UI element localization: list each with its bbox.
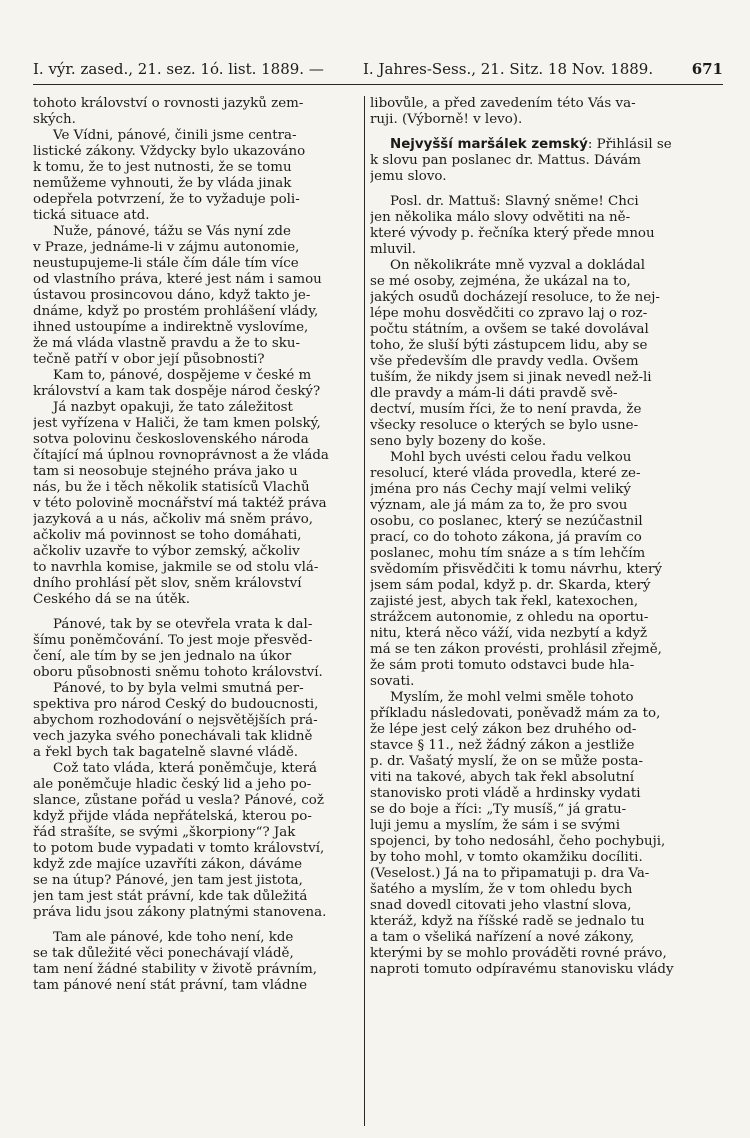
text-line: [33, 777, 357, 793]
paragraph: [33, 617, 357, 681]
text-line: [33, 224, 357, 240]
text-line: [33, 192, 357, 208]
text-line: [33, 930, 357, 946]
text-line: [370, 530, 690, 546]
line-text: poslanec, mohu tím snáze a s tím lehčím: [370, 546, 646, 561]
text-line: [33, 809, 357, 825]
text-line: [33, 240, 357, 256]
line-text: Což tato vláda, která poněmčuje, která: [53, 761, 318, 776]
header-german: I. Jahres-Sess., 21. Sitz. 18 Nov. 1889.: [363, 60, 654, 78]
text-line: [33, 697, 357, 713]
text-line: [370, 674, 690, 690]
text-line: [370, 738, 690, 754]
line-text: osobu, co poslanec, který se nezúčastnil: [370, 514, 643, 529]
text-line: [370, 722, 690, 738]
line-text: dnáme, když po prostém prohlášení vlády,: [33, 304, 319, 319]
line-text: že sám proti tomuto odstavci bude hla-: [370, 658, 635, 673]
line-text: svědomím přisvědčiti k tomu návrhu, který: [370, 562, 662, 577]
line-text: když přijde vláda nepřátelská, kterou po-: [33, 809, 312, 824]
text-line: [370, 274, 690, 290]
text-line: [33, 384, 357, 400]
text-line: [33, 256, 357, 272]
line-text: se do boje a říci: „Ty musíš,“ já gratu-: [370, 802, 627, 817]
text-line: [33, 336, 357, 352]
line-text: jest vyřízena v Haliči, že tam kmen polský,: [33, 416, 321, 431]
line-text: Mohl bych uvésti celou řadu velkou: [390, 450, 632, 465]
line-text: strážcem autonomie, z ohledu na oportu-: [370, 610, 649, 625]
paragraph-gap: [33, 921, 357, 930]
line-text: jemu slovo.: [370, 169, 447, 184]
text-line: [33, 368, 357, 384]
text-line: [370, 690, 690, 706]
paragraph: [370, 450, 690, 690]
line-text: by toho mohl, v tomto okamžiku docíliti.: [370, 850, 643, 865]
text-line: [370, 482, 690, 498]
line-text: dního prohlásí pět slov, sněm království: [33, 576, 302, 591]
line-text: kterými by se mohlo prováděti rovné právo,: [370, 946, 667, 961]
text-line: [33, 544, 357, 560]
text-line: [370, 242, 690, 258]
text-line: [370, 258, 690, 274]
text-line: [33, 112, 357, 128]
line-text: : Přihlásil se: [587, 137, 672, 152]
text-line: [33, 272, 357, 288]
line-text: nitu, která něco váží, vida nezbytí a když: [370, 626, 648, 641]
line-text: tuším, že nikdy jsem si jinak nevedl než-li: [370, 370, 652, 385]
text-line: [33, 889, 357, 905]
text-line: [370, 786, 690, 802]
text-line: [33, 649, 357, 665]
line-text: má se ten zákon provésti, prohlásil zřejmě,: [370, 642, 662, 657]
line-text: tohoto království o rovnosti jazyků zem-: [33, 96, 304, 111]
paragraph: [33, 96, 357, 128]
text-line: [370, 322, 690, 338]
line-text: čení, ale tím by se jen jednalo na úkor: [33, 649, 292, 664]
text-line: [33, 793, 357, 809]
text-line: [370, 306, 690, 322]
line-text: v této polovině mocnářství má taktéž práva: [33, 496, 327, 511]
line-text: lépe mohu dosvědčiti co zpravo laj o roz-: [370, 306, 648, 321]
text-line: [370, 770, 690, 786]
header-rule: [33, 84, 723, 85]
paragraph: [33, 930, 357, 994]
line-text: resolucí, které vláda provedla, které ze-: [370, 466, 641, 481]
paragraph: [370, 258, 690, 450]
line-text: a řekl bych tak bagatelně slavné vládě.: [33, 745, 299, 760]
line-text: luji jemu a myslím, že sám i se svými: [370, 818, 621, 833]
text-line: [370, 169, 690, 185]
header-czech: I. výr. zased., 21. sez. 1ó. list. 1889. —: [33, 60, 324, 78]
line-text: Posl. dr. Mattuš: Slavný sněme! Chci: [390, 194, 639, 209]
text-line: [370, 354, 690, 370]
line-text: a tam o všeliká nařízení a nové zákony,: [370, 930, 635, 945]
line-text: tam pánové není stát právní, tam vládne: [33, 978, 308, 993]
text-line: [370, 226, 690, 242]
text-line: [33, 713, 357, 729]
line-text: Ve Vídni, pánové, činili jsme centra-: [53, 128, 297, 143]
text-line: [33, 745, 357, 761]
text-line: [33, 352, 357, 368]
line-text: Tam ale pánové, kde toho není, kde: [53, 930, 294, 945]
line-text: Myslím, že mohl velmi směle tohoto: [390, 690, 634, 705]
line-text: k tomu, že to jest nutnosti, že se tomu: [33, 160, 292, 175]
line-text: sotva polovinu československého národa: [33, 432, 309, 447]
line-text: když zde majíce uzavříti zákon, dáváme: [33, 857, 303, 872]
line-text: dectví, musím říci, že to není pravda, že: [370, 402, 642, 417]
line-text: mluvil.: [370, 242, 416, 257]
text-line: [33, 617, 357, 633]
text-line: [370, 418, 690, 434]
line-text: ústavou prosincovou dáno, když takto je-: [33, 288, 311, 303]
text-line: [33, 464, 357, 480]
text-line: [370, 338, 690, 354]
column-divider: [364, 96, 365, 1126]
line-text: ských.: [33, 112, 76, 127]
paragraph: [33, 224, 357, 368]
text-line: [33, 873, 357, 889]
line-text: ruji. (Výborně! v levo).: [370, 112, 523, 127]
line-text: jsem sám podal, když p. dr. Škarda, který: [370, 578, 651, 593]
line-text: vech jazyka svého ponechávali tak klidně: [33, 729, 313, 744]
line-text: spektiva pro národ Český do budoucnosti,: [33, 697, 319, 712]
line-text: šímu poněmčování. To jest moje přesvěd-: [33, 633, 313, 648]
text-line: [370, 370, 690, 386]
text-line: [370, 137, 690, 153]
text-line: [370, 594, 690, 610]
text-line: [370, 882, 690, 898]
line-text: k slovu pan poslanec dr. Mattus. Dávám: [370, 153, 641, 168]
paragraph: [33, 368, 357, 400]
line-text: jen tam jest stát právní, kde tak důležitá: [33, 889, 308, 904]
line-text: všecky resoluce o kterých se bylo usne-: [370, 418, 639, 433]
line-text: tečně patří v obor její působnosti?: [33, 352, 265, 367]
text-line: [370, 498, 690, 514]
text-line: [33, 432, 357, 448]
line-text: viti na takové, abych tak řekl absolutní: [370, 770, 635, 785]
line-text: království a kam tak dospěje národ český?: [33, 384, 321, 399]
text-line: [33, 729, 357, 745]
text-line: [33, 576, 357, 592]
line-text: nás, bu že i těch několik statisíců Vlachů: [33, 480, 310, 495]
text-line: [33, 592, 357, 608]
text-line: [33, 841, 357, 857]
text-line: [33, 681, 357, 697]
line-text: abychom rozhodování o nejsvětějších prá-: [33, 713, 318, 728]
text-line: [33, 288, 357, 304]
text-line: [33, 128, 357, 144]
text-line: [33, 512, 357, 528]
text-line: [370, 194, 690, 210]
text-line: [370, 834, 690, 850]
paragraph-gap: [33, 608, 357, 617]
paragraph: [33, 400, 357, 608]
text-line: [370, 802, 690, 818]
text-line: [370, 930, 690, 946]
line-text: že má vláda vlastně pravdu a že to sku-: [33, 336, 300, 351]
line-text: ačkoliv má povinnost se toho domáhati,: [33, 528, 302, 543]
text-line: [33, 160, 357, 176]
line-text: tam si neosobuje stejného práva jako u: [33, 464, 298, 479]
line-text: Nuže, pánové, tážu se Vás nyní zde: [53, 224, 291, 239]
line-text: vše především dle pravdy vedla. Ovšem: [370, 354, 639, 369]
text-line: [370, 96, 690, 112]
text-line: [33, 480, 357, 496]
line-text: se na útup? Pánové, jen tam jest jistota,: [33, 873, 303, 888]
text-line: [370, 946, 690, 962]
right-column: [370, 96, 690, 978]
line-text: neustupujeme-li stále čím dále tím více: [33, 256, 299, 271]
text-line: [370, 642, 690, 658]
text-line: [370, 290, 690, 306]
line-text: slance, zůstane pořád u vesla? Pánové, což: [33, 793, 324, 808]
paragraph-gap: [370, 128, 690, 137]
line-text: práva lidu jsou zákony platnými stanovena.: [33, 905, 327, 920]
line-text: toho, že sluší býti zástupcem lidu, aby se: [370, 338, 648, 353]
line-text: zajisté jest, abych tak řekl, katexochen,: [370, 594, 639, 609]
line-text: Pánové, tak by se otevřela vrata k dal-: [53, 617, 313, 632]
text-line: [370, 898, 690, 914]
text-line: [33, 400, 357, 416]
text-line: [33, 176, 357, 192]
line-text: (Veselost.) Já na to připamatuji p. dra Va-: [370, 866, 650, 881]
line-text: od vlastního práva, které jest nám i samou: [33, 272, 322, 287]
text-line: [33, 96, 357, 112]
text-line: [370, 818, 690, 834]
line-text: seno byly bozeny do koše.: [370, 434, 547, 449]
text-line: [370, 914, 690, 930]
line-text: šatého a myslím, že v tom ohledu bych: [370, 882, 633, 897]
text-line: [33, 825, 357, 841]
text-line: [33, 320, 357, 336]
left-column: [33, 96, 357, 994]
text-line: [370, 962, 690, 978]
paragraph: [370, 194, 690, 258]
line-text: jména pro nás Čechy mají velmi veliký: [370, 482, 631, 497]
line-text: odepřela potvrzení, že to vyžaduje poli-: [33, 192, 300, 207]
text-line: [33, 416, 357, 432]
paragraph: [370, 137, 690, 185]
text-line: [33, 946, 357, 962]
text-line: [33, 528, 357, 544]
text-line: [370, 514, 690, 530]
text-line: [33, 496, 357, 512]
line-text: stanovisko proti vládě a hrdinsky vydati: [370, 786, 641, 801]
text-line: [370, 402, 690, 418]
line-text: to navrhla komise, jakmile se od stolu vlá-: [33, 560, 319, 575]
text-line: [33, 962, 357, 978]
line-text: tická situace atd.: [33, 208, 150, 223]
text-line: [33, 448, 357, 464]
text-line: [370, 562, 690, 578]
text-line: [370, 386, 690, 402]
text-line: [33, 304, 357, 320]
line-text: se tak důležité věci ponechávají vládě,: [33, 946, 294, 961]
line-text: které vývody p. řečníka který přede mnou: [370, 226, 655, 241]
line-text: dle pravdy a mám-li dáti pravdě svě-: [370, 386, 618, 401]
line-text: jazyková a u nás, ačkoliv má sněm právo,: [33, 512, 314, 527]
text-line: [33, 633, 357, 649]
line-text: příkladu následovati, poněvadž mám za to,: [370, 706, 661, 721]
paragraph: [370, 690, 690, 978]
line-text: stavce § 11., než žádný zákon a jestliže: [370, 738, 635, 753]
page-number: 671: [691, 60, 723, 78]
line-text: Já nazbyt opakuji, že tato záležitost: [53, 400, 293, 415]
text-line: [33, 144, 357, 160]
line-text: libovůle, a před zavedením této Vás va-: [370, 96, 636, 111]
text-line: [370, 610, 690, 626]
text-line: [33, 905, 357, 921]
line-text: to potom bude vypadati v tomto království,: [33, 841, 325, 856]
line-text: řád strašíte, se svými „škorpiony“? Jak: [33, 825, 296, 840]
text-line: [370, 578, 690, 594]
line-text: Českého dá se na útěk.: [33, 592, 191, 607]
text-line: [33, 857, 357, 873]
line-text: naproti tomuto odpíravému stanovisku vlády: [370, 962, 674, 977]
line-text: ale poněmčuje hladic český lid a jeho po-: [33, 777, 312, 792]
line-text: spojenci, by toho nedosáhl, čeho pochybuji,: [370, 834, 666, 849]
text-line: [370, 658, 690, 674]
line-text: jakých osudů docházejí resoluce, to že nej-: [370, 290, 660, 305]
text-line: [33, 978, 357, 994]
text-line: [370, 112, 690, 128]
line-text: čítající má úplnou rovnoprávnost a že vláda: [33, 448, 329, 463]
text-line: [370, 626, 690, 642]
line-text: význam, ale já mám za to, že pro svou: [370, 498, 628, 513]
paragraph: [33, 681, 357, 761]
text-line: [370, 434, 690, 450]
line-text: jen několika málo slovy odvětiti na ně-: [370, 210, 631, 225]
line-text: tam není žádné stability v životě právním,: [33, 962, 318, 977]
line-text: Kam to, pánové, dospějeme v české m: [53, 368, 312, 383]
paragraph: [370, 96, 690, 128]
line-text: že lépe jest celý zákon bez druhého od-: [370, 722, 637, 737]
line-text: listické zákony. Vždycky bylo ukazováno: [33, 144, 306, 159]
line-text: počtu státním, a ovšem se také dovolával: [370, 322, 649, 337]
line-text: ihned ustoupíme a indirektně vyslovíme,: [33, 320, 309, 335]
text-line: [370, 153, 690, 169]
paragraph: [33, 761, 357, 921]
line-text: p. dr. Vašatý myslí, že on se může posta-: [370, 754, 643, 769]
text-line: [33, 208, 357, 224]
line-text: nemůžeme vyhnouti, že by vláda jinak: [33, 176, 292, 191]
line-text: kteráž, když na říšské radě se jednalo tu: [370, 914, 645, 929]
line-text: ačkoliv uzavře to výbor zemský, ačkoliv: [33, 544, 300, 559]
text-line: [370, 546, 690, 562]
paragraph: [33, 128, 357, 224]
line-text: v Praze, jednáme-li v zájmu autonomie,: [33, 240, 300, 255]
text-line: [370, 850, 690, 866]
paragraph-gap: [370, 185, 690, 194]
text-line: [370, 210, 690, 226]
line-text: On několikráte mně vyzval a dokládal: [390, 258, 646, 273]
text-line: [33, 761, 357, 777]
line-text: oboru působnosti sněmu tohoto království.: [33, 665, 323, 680]
text-line: [370, 866, 690, 882]
line-text: se mé osoby, zejména, že ukázal na to,: [370, 274, 631, 289]
line-text: Pánové, to by byla velmi smutná per-: [53, 681, 304, 696]
text-line: [33, 665, 357, 681]
line-text: sovati.: [370, 674, 415, 689]
speaker-name: Nejvyšší maršálek zemský: [390, 137, 588, 152]
line-text: prací, co do tohoto zákona, já pravím co: [370, 530, 642, 545]
text-line: [370, 754, 690, 770]
text-line: [33, 560, 357, 576]
text-line: [370, 466, 690, 482]
line-text: snad dovedl citovati jeho vlastní slova,: [370, 898, 632, 913]
text-line: [370, 706, 690, 722]
text-line: [370, 450, 690, 466]
